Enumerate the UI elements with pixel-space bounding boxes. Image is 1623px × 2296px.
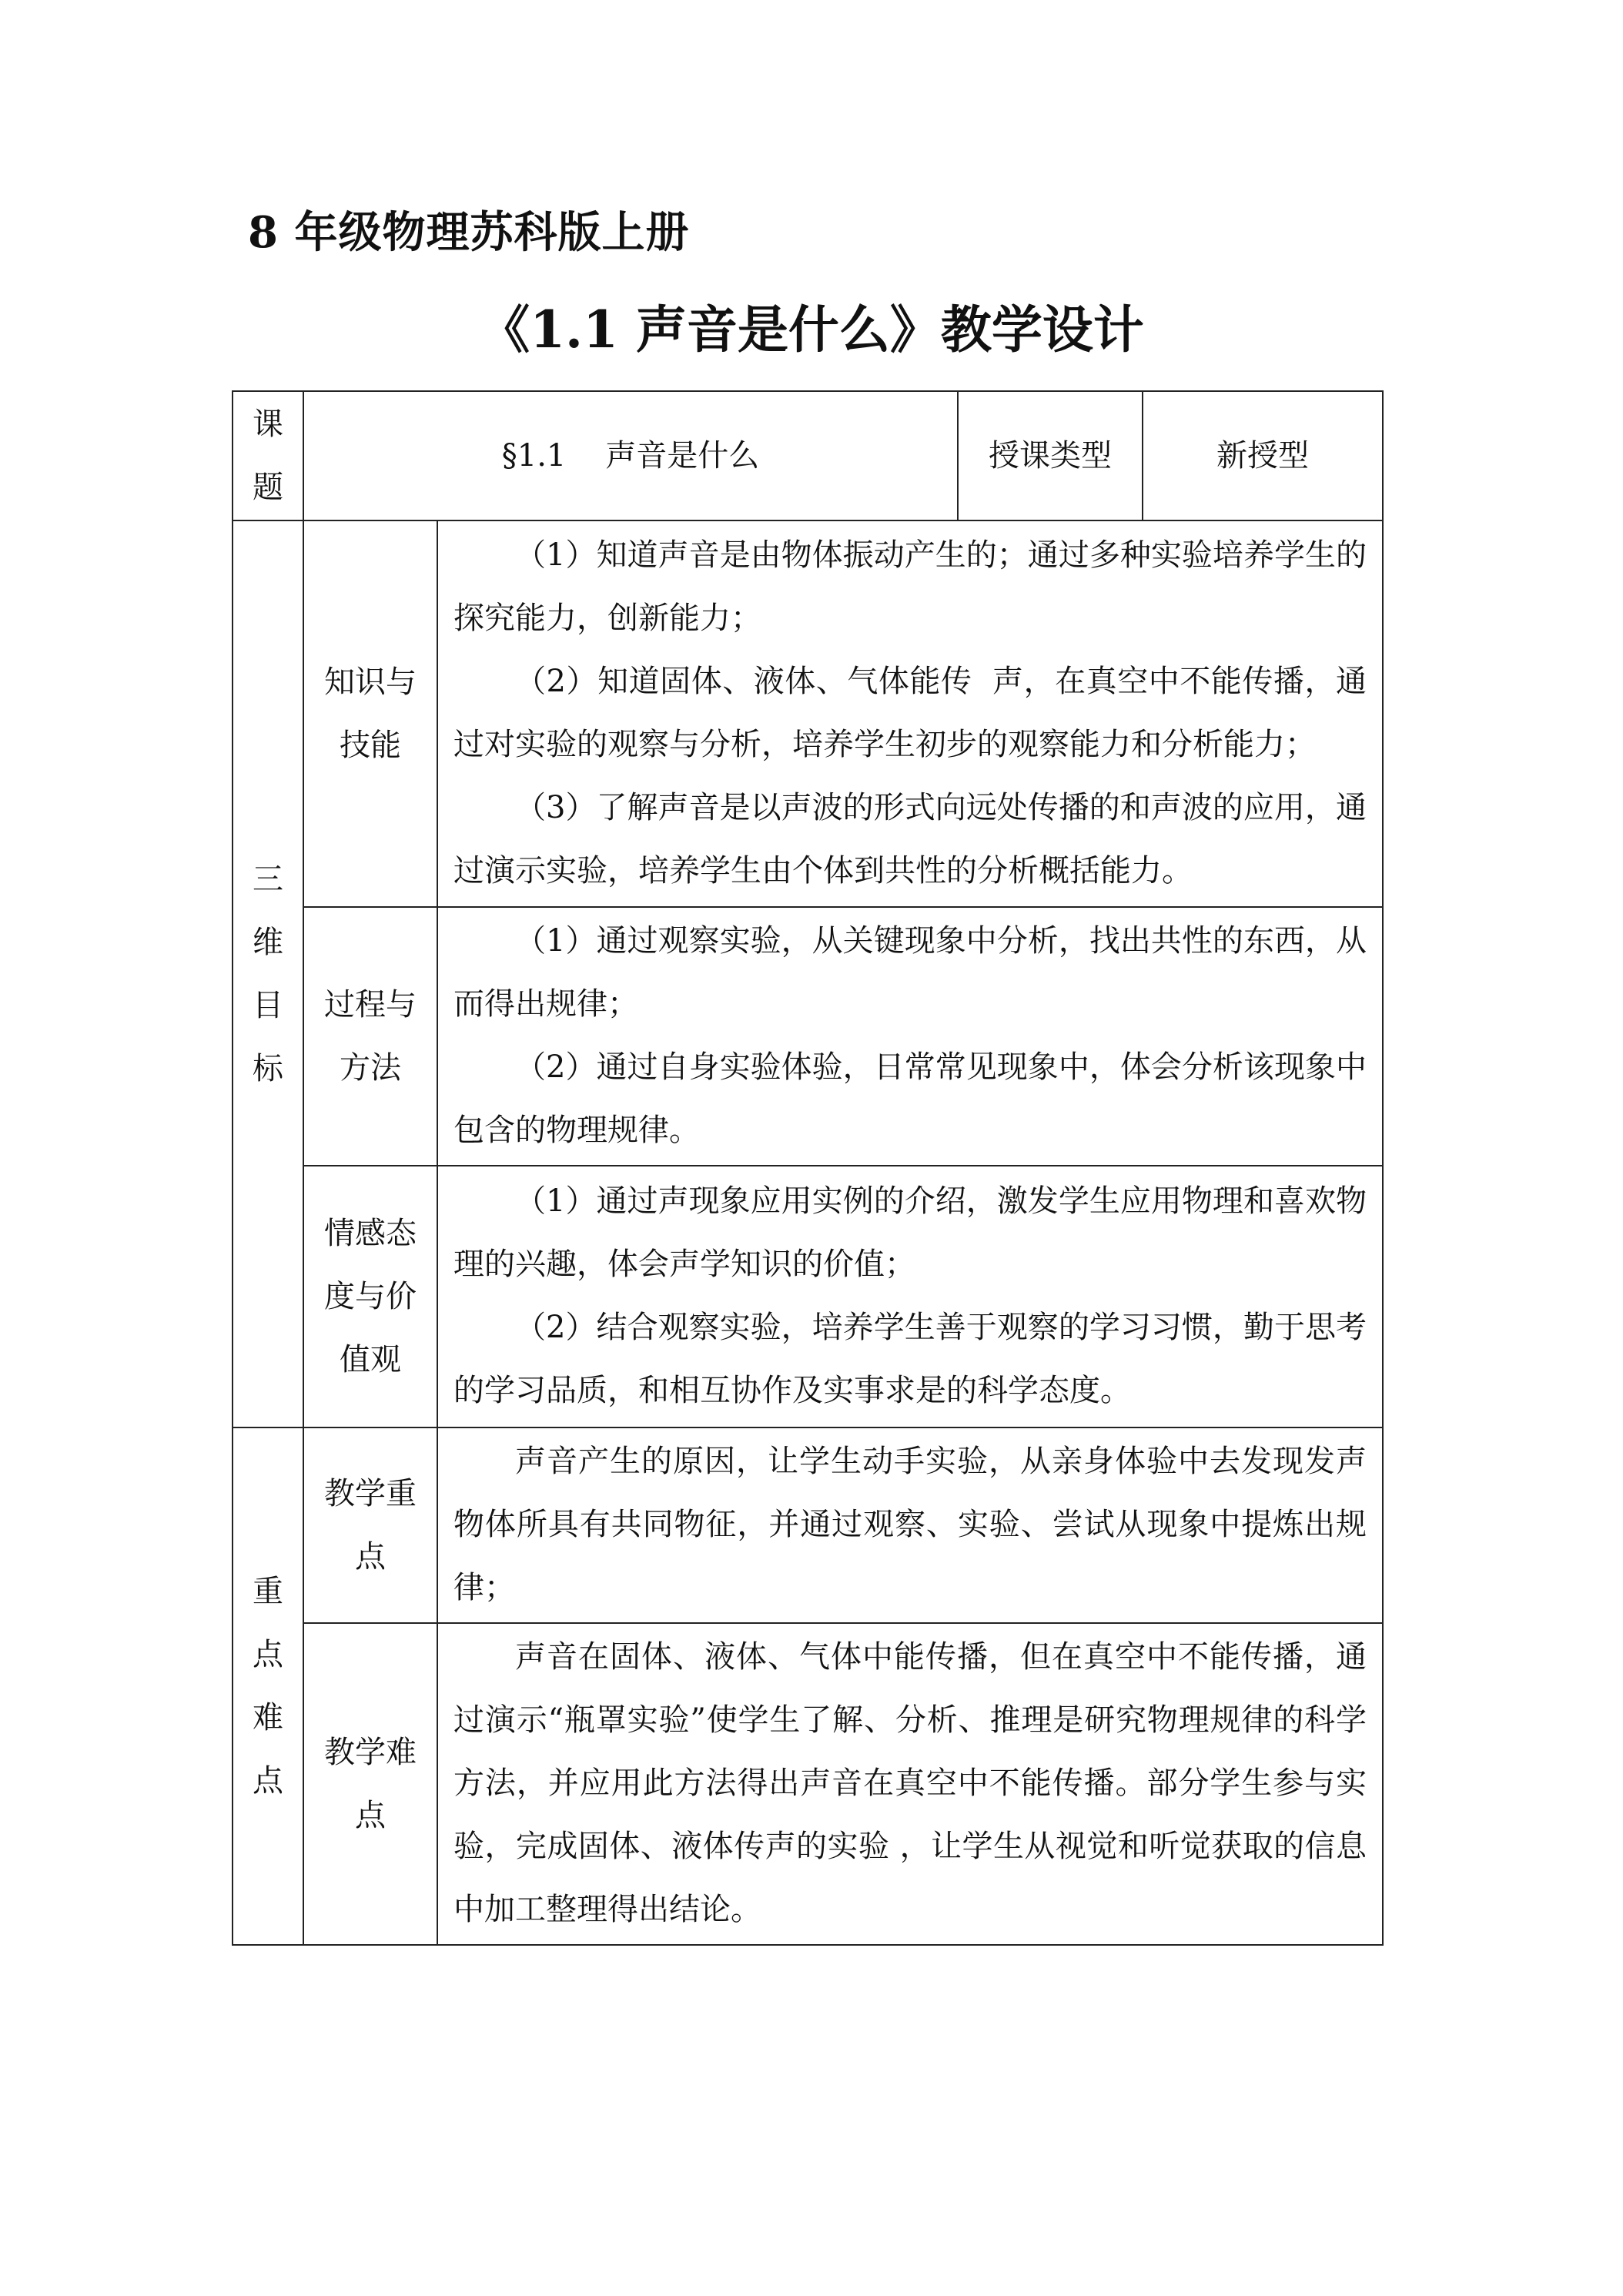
focus-label-line: 点 xyxy=(355,1539,386,1575)
emotion-label-line: 情感态 xyxy=(324,1216,417,1251)
process-content xyxy=(437,907,1383,1166)
key-points-label-char: 点 xyxy=(253,1763,283,1799)
key-points-label xyxy=(233,1427,303,1945)
process-label-line: 过程与 xyxy=(324,987,417,1022)
key-points-label-char: 难 xyxy=(253,1700,283,1735)
process-paragraph: （1）通过观察实验，从关键现象中分析，找出共性的东西，从而得出规律； xyxy=(453,923,1367,1022)
key-focus-row xyxy=(233,1427,1383,1623)
objectives-label-char: 标 xyxy=(253,1051,283,1086)
difficulty-label-line: 教学难 xyxy=(324,1735,417,1770)
objective-emotion-row xyxy=(233,1166,1383,1427)
emotion-paragraph: （2）结合观察实验，培养学生善于观察的学习习惯，勤于思考的学习品质，和相互协作及实事求是的科学态度。 xyxy=(453,1310,1367,1408)
knowledge-paragraph: （1）知道声音是由物体振动产生的；通过多种实验培养学生的探究能力，创新能力； xyxy=(453,537,1367,636)
focus-paragraph: 声音产生的原因，让学生动手实验，从亲身体验中去发现发声物体所具有共同物征，并通过观察、实验、尝试从现象中提炼出规律； xyxy=(453,1444,1367,1605)
topic-value: §1.1 声音是什么 xyxy=(303,391,958,520)
difficulty-paragraph: 声音在固体、液体、气体中能传播，但在真空中不能传播，通过演示“瓶罩实验”使学生了解、分析、推理是研究物理规律的科学方法，并应用此方法得出声音在真空中不能传播。部分学生参与实验，完成固体、液体传声的实验 ，让学生从视觉和听觉获取的信息中加工整理得出结论。 xyxy=(453,1639,1367,1927)
process-label-line: 方法 xyxy=(340,1050,401,1086)
objective-knowledge-row xyxy=(233,520,1383,907)
lesson-type-value: 新授型 xyxy=(1143,391,1383,520)
topic-label-char: 课 xyxy=(253,407,283,442)
focus-content xyxy=(437,1427,1383,1623)
objectives-label-char: 维 xyxy=(253,925,283,960)
difficulty-label-line: 点 xyxy=(355,1798,386,1833)
document-subtitle: 8 年级物理苏科版上册 xyxy=(248,207,690,258)
knowledge-paragraph: （3）了解声音是以声波的形式向远处传播的和声波的应用，通过演示实验，培养学生由个体到共性的分析概括能力。 xyxy=(453,790,1367,889)
process-paragraph: （2）通过自身实验体验，日常常见现象中，体会分析该现象中包含的物理规律。 xyxy=(453,1049,1367,1148)
knowledge-paragraph: （2）知道固体、液体、气体能传 声，在真空中不能传播，通过对实验的观察与分析，培养学生初步的观察能力和分析能力； xyxy=(453,664,1367,762)
difficulty-content xyxy=(437,1623,1383,1945)
objectives-label-char: 三 xyxy=(253,862,283,897)
lesson-type-label: 授课类型 xyxy=(958,391,1143,520)
document-title: 《1.1 声音是什么》教学设计 xyxy=(479,300,1144,360)
emotion-label-line: 度与价 xyxy=(324,1279,417,1314)
knowledge-label-line: 技能 xyxy=(340,728,401,763)
emotion-label xyxy=(303,1166,437,1427)
knowledge-content xyxy=(437,520,1383,907)
key-points-label-char: 点 xyxy=(253,1637,283,1672)
emotion-label-line: 值观 xyxy=(340,1342,401,1377)
focus-label-line: 教学重 xyxy=(324,1476,417,1511)
topic-label xyxy=(233,391,303,520)
objective-process-row xyxy=(233,907,1383,1166)
objectives-label-char: 目 xyxy=(253,988,283,1023)
key-difficulty-row xyxy=(233,1623,1383,1945)
difficulty-label xyxy=(303,1623,437,1945)
topic-row xyxy=(233,391,1383,520)
lesson-plan-table xyxy=(232,390,1384,1946)
knowledge-label-line: 知识与 xyxy=(324,664,417,700)
knowledge-label xyxy=(303,520,437,907)
emotion-paragraph: （1）通过声现象应用实例的介绍，激发学生应用物理和喜欢物理的兴趣，体会声学知识的价值； xyxy=(453,1183,1367,1282)
key-points-label-char: 重 xyxy=(253,1574,283,1609)
objectives-label xyxy=(233,520,303,1427)
process-label xyxy=(303,907,437,1166)
topic-label-char: 题 xyxy=(253,470,283,505)
focus-label xyxy=(303,1427,437,1623)
emotion-content xyxy=(437,1166,1383,1427)
